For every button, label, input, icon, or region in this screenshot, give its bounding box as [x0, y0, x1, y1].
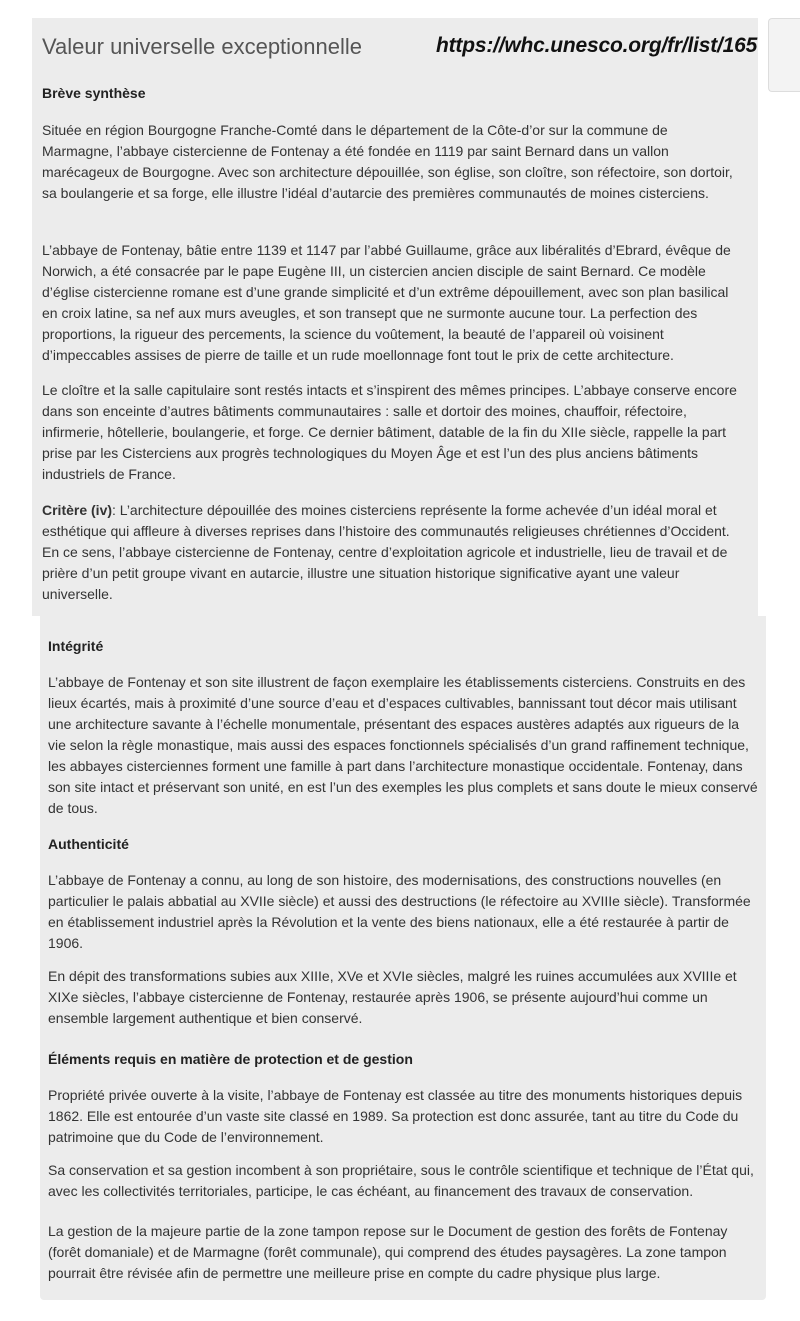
heading-protection-gestion: Éléments requis en matière de protection et de gestion [48, 1051, 413, 1067]
page-title: Valeur universelle exceptionnelle [42, 34, 363, 59]
sidebar-fragment [768, 18, 800, 92]
protection-paragraph-2: Sa conservation et sa gestion incombent à son propriétaire, sous le contrôle scientifique et technique de l’État qui, avec les collectivités territoriales, participe, le cas échéant, au financement des travaux de conservation. [48, 1162, 754, 1199]
protection-paragraph-3: La gestion de la majeure partie de la zone tampon repose sur le Document de gestion des forêts de Fontenay (forêt domaniale) et de Marmagne (forêt communale), qui comprend des études paysagères. La zone tampon pourrait être révisée afin de permettre une meilleure prise en compte du cadre physique plus large. [48, 1223, 728, 1281]
source-url-overlay: https://whc.unesco.org/fr/list/165 [436, 34, 758, 57]
protection-paragraph-1: Propriété privée ouverte à la visite, l’abbaye de Fontenay est classée au titre des monuments historiques depuis 1862. Elle est entourée d’un vaste site classé en 1989. Sa protection est donc assurée, tant au titre du Code du patrimoine que du Code de l’environnement. [48, 1087, 743, 1145]
heading-breve-synthese: Brève synthèse [42, 85, 146, 101]
criterion-label: Critère (iv) [42, 502, 113, 518]
heading-authenticite: Authenticité [48, 836, 129, 852]
integrite-paragraph: L’abbaye de Fontenay et son site illustrent de façon exemplaire les établissements cisterciens. Construits en des lieux écartés, mais à proximité d’une source d’eau et d’espaces cultivables, bannissant tout décor mais utilisant une architecture savante à l’échelle monumentale, présentant des espaces austères adaptés aux rigueurs de la vie selon la règle monastique, mais aussi des espaces fonctionnels spécialisés d’un grand raffinement technique, les abbayes cisterciennes forment une famille à part dans l’architecture monastique occidentale. Fontenay, dans son site intact et préservant son unité, en est l’un des exemples les plus complets et sans doute le mieux conservé de tous. [48, 674, 758, 816]
synthese-paragraph-1: Située en région Bourgogne Franche-Comté dans le département de la Côte-d’or sur la commune de Marmagne, l’abbaye cistercienne de Fontenay a été fondée en 1119 par saint Bernard dans un vallon marécageux de Bourgogne. Avec son architecture dépouillée, son église, son cloître, son réfectoire, son dortoir, sa boulangerie et sa forge, elle illustre l’idéal d’autarcie des premières communautés de moines cisterciens. [42, 122, 733, 201]
synthese-paragraph-2: L’abbaye de Fontenay, bâtie entre 1139 et 1147 par l’abbé Guillaume, grâce aux libéralités d’Ebrard, évêque de Norwich, a été consacrée par le pape Eugène III, un cistercien ancien disciple de saint Bernard. Ce modèle d’église cistercienne romane est d’une grande simplicité et d’un extrême dépouillement, avec son plan basilical en croix latine, sa nef aux murs aveugles, et son transept que ne surmonte aucune tour. La perfection des proportions, la rigueur des percements, la science du voûtement, la beauté de l’appareil où voisinent d’impeccables assises de pierre de taille et un rude moellonnage font tout le prix de cette architecture. [42, 242, 731, 363]
criterion-paragraph [42, 500, 742, 605]
authenticite-paragraph-2: En dépit des transformations subies aux XIIIe, XVe et XVIe siècles, malgré les ruines accumulées aux XVIIIe et XIXe siècles, l’abbaye cistercienne de Fontenay, restaurée après 1906, se présente aujourd’hui comme un ensemble largement authentique et bien conservé. [48, 968, 737, 1026]
authenticite-paragraph-1: L’abbaye de Fontenay a connu, au long de son histoire, des modernisations, des constructions nouvelles (en particulier le palais abbatial au XVIIe siècle) et aussi des destructions (le réfectoire au XVIIIe siècle). Transformée en établissement industriel après la Révolution et la vente des biens nationaux, elle a été restaurée à partir de 1906. [48, 872, 751, 951]
criterion-text: : L’architecture dépouillée des moines cisterciens représente la forme achevée d’un idéal moral et esthétique qui affleure à diverses reprises dans l’histoire des communautés religieuses chrétiennes d’Occident. En ce sens, l’abbaye cistercienne de Fontenay, centre d’exploitation agricole et industrielle, lieu de travail et de prière d’un petit groupe vivant en autarcie, illustre une situation historique significative ayant une valeur universelle. [42, 502, 730, 602]
synthese-paragraph-3: Le cloître et la salle capitulaire sont restés intacts et s’inspirent des mêmes principes. L’abbaye conserve encore dans son enceinte d’autres bâtiments communautaires : salle et dortoir des moines, chauffoir, réfectoire, infirmerie, hôtellerie, boulangerie, et forge. Ce dernier bâtiment, datable de la fin du XIIe siècle, rappelle la part prise par les Cisterciens aux progrès technologiques du Moyen Âge et est l’un des plus anciens bâtiments industriels de France. [42, 382, 737, 482]
heading-integrite: Intégrité [48, 638, 104, 654]
